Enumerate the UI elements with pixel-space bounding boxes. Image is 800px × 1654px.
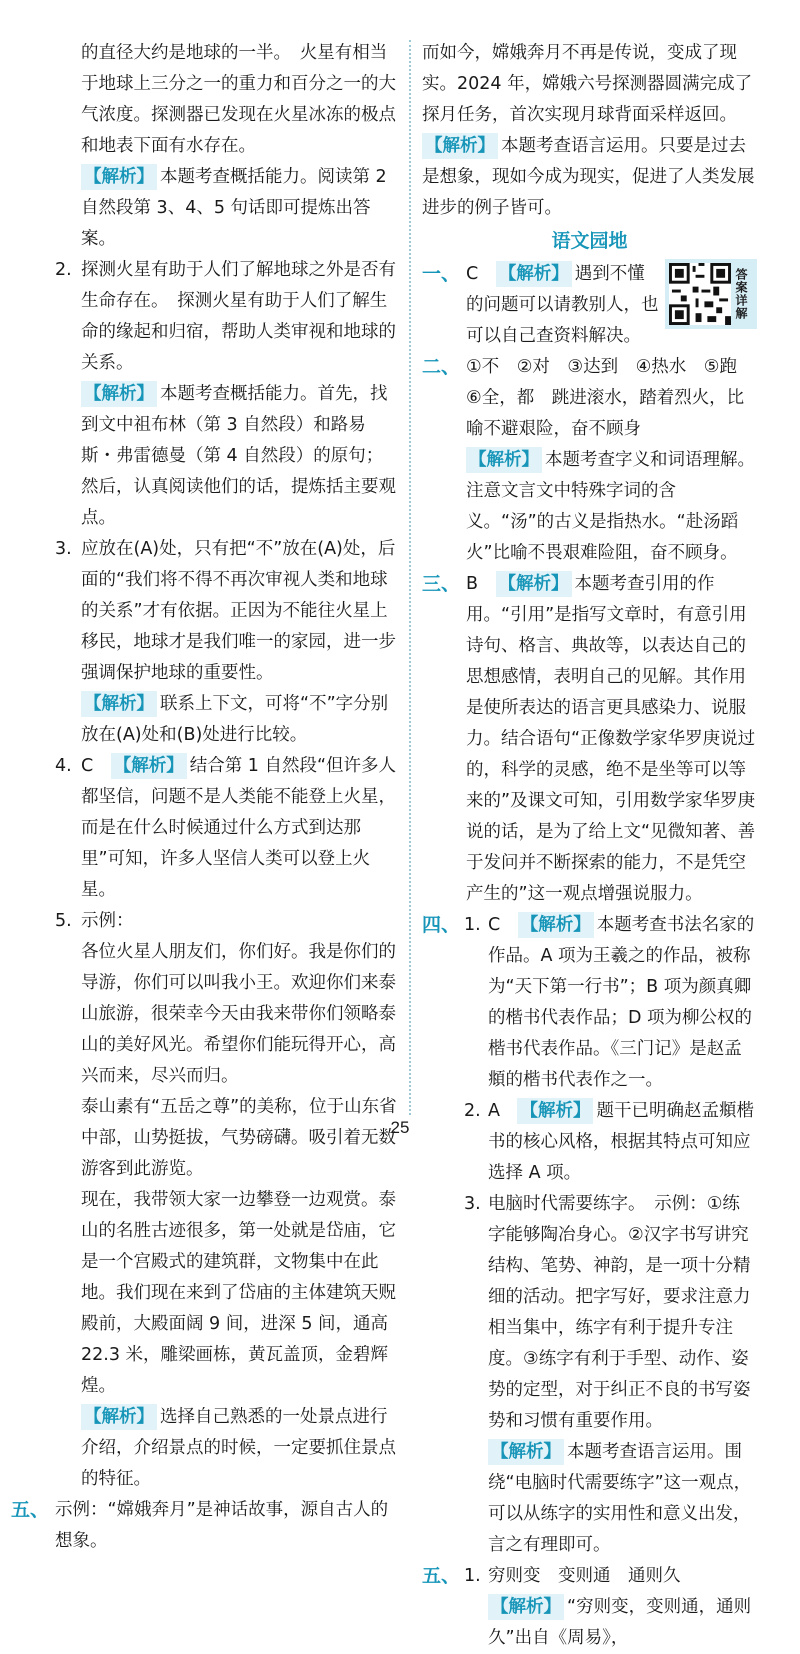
column-divider xyxy=(409,40,411,1115)
answer-choice: C xyxy=(81,756,94,776)
analysis-tag: 【解析】 xyxy=(496,261,572,287)
question-2 xyxy=(55,255,400,534)
right-column xyxy=(422,38,757,1654)
section-title: 语文园地 xyxy=(551,230,628,252)
section-number: 二、 xyxy=(422,356,461,378)
question-5-1 xyxy=(464,1561,757,1654)
section-number: 五、 xyxy=(11,1499,50,1521)
analysis-tag: 【解析】 xyxy=(81,1404,157,1430)
section-number: 五、 xyxy=(422,1565,461,1587)
analysis-text: 结合第 1 自然段“但许多人都坚信，问题不是人类能不能登上火星，而是在什么时候通过什么方式到达那里”可知，许多人坚信人类可以登上火星。 xyxy=(81,756,397,900)
example-paragraph-1: 各位火星人朋友们，你们好。我是你们的导游，你们可以叫我小王。欢迎你们来泰山旅游，很荣幸今天由我来带你们领略泰山的美好风光。希望你们能玩得开心，高兴而来，尽兴而归。 xyxy=(81,942,396,1086)
section-number: 一、 xyxy=(422,263,461,285)
analysis-tag: 【解析】 xyxy=(517,1098,593,1124)
analysis-tag: 【解析】 xyxy=(466,447,542,473)
question-number: 1. xyxy=(464,915,481,935)
question-number: 4. xyxy=(55,756,72,776)
analysis-tag: 【解析】 xyxy=(111,753,187,779)
question-4 xyxy=(55,751,400,906)
answer-text: 应放在(A)处，只有把“不”放在(A)处，后面的“我们将不得不再次审视人类和地球的关系”才有依据。正因为不能往火星上移民，地球才是我们唯一的家园，进一步强调保护地球的重要性。 xyxy=(81,539,396,683)
analysis-text: 本题考查概括能力。首先，找到文中祖布林（第 3 自然段）和路易斯・弗雷德曼（第 4 自然段）的原句；然后，认真阅读他们的话，提炼括主要观点。 xyxy=(81,384,396,528)
question-3 xyxy=(55,534,400,751)
answer-choice: A xyxy=(488,1101,500,1121)
question-4-3 xyxy=(464,1189,757,1561)
answer-choice: C xyxy=(466,264,479,284)
analysis-tag: 【解析】 xyxy=(422,133,498,159)
analysis-tag: 【解析】 xyxy=(488,1594,564,1620)
analysis-text: 本题考查引用的作用。“引用”是指写文章时，有意引用诗句、格言、典故等，以表达自己的思想感情，表明自己的见解。其作用是使所表达的语言更具感染力、说服力。结合语句“正像数学家华罗庚说过的，科学的灵感，绝不是坐等可以等来的”及课文可知，引用数学家华罗庚说的话，是为了给上文“见微知著、善于发问并不断探索的能力，不是凭空产生的”这一观点增强说服力。 xyxy=(466,574,756,904)
analysis-text: 本题考查字义和词语理解。注意文言文中特殊字词的含义。“汤”的古义是指热水。“赴汤蹈火”比喻不畏艰难险阻，奋不顾身。 xyxy=(466,450,755,563)
analysis-text: “穷则变，变则通，通则久”出自《周易》， xyxy=(488,1597,752,1648)
analysis-text: 本题考查语言运用。只要是过去是想象，现如今成为现实，促进了人类发展进步的例子皆可。 xyxy=(422,136,755,218)
example-paragraph-2: 泰山素有“五岳之尊”的美称，位于山东省中部，山势挺拔，气势磅礴。吸引着无数游客到此游览。 xyxy=(81,1097,397,1179)
example-intro: 示例： xyxy=(81,911,134,931)
example-paragraph-3: 现在，我带领大家一边攀登一边观赏。泰山的名胜古迹很多，第一处就是岱庙，它是一个宫殿式的建筑群，文物集中在此地。我们现在来到了岱庙的主体建筑天贶殿前，大殿面阔 9 间，进深 5 间，通高 22.3 米，雕梁画栋，黄瓦盖顶，金碧辉煌。 xyxy=(81,1190,396,1396)
analysis-text: 遇到不懂的问题可以请教别人，也可以自己查资料解决。 xyxy=(466,264,659,346)
qr-code-label: 答案详解 xyxy=(734,268,748,320)
section-text: 示例：“嫦娥奔月”是神话故事，源自古人的想象。 xyxy=(55,1500,389,1551)
analysis-text: 联系上下文，可将“不”字分别放在(A)处和(B)处进行比较。 xyxy=(81,694,389,745)
analysis-text: 本题考查概括能力。阅读第 2 自然段第 3、4、5 句话即可提炼出答案。 xyxy=(81,167,387,249)
section-number: 三、 xyxy=(422,573,461,595)
analysis-text: 题干已明确赵孟頫楷书的核心风格，根据其特点可知应选择 A 项。 xyxy=(488,1101,754,1183)
section-1 xyxy=(422,259,757,352)
question-4-2 xyxy=(464,1096,757,1189)
answer-text: 而如今，嫦娥奔月不再是传说，变成了现实。2024 年，嫦娥六号探测器圆满完成了探月任务，首次实现月球背面采样返回。 xyxy=(422,43,753,125)
question-number: 5. xyxy=(55,911,72,931)
section-5-right xyxy=(422,1561,757,1654)
analysis-text: 选择自己熟悉的一处景点进行介绍，介绍景点的时候，一定要抓住景点的特征。 xyxy=(81,1407,396,1489)
answer-text: 探测火星有助于人们了解地球之外是否有生命存在。 探测火星有助于人们了解生命的缘起和归宿，帮助人类审视和地球的关系。 xyxy=(81,260,396,373)
qr-code-icon[interactable] xyxy=(669,263,731,325)
question-5 xyxy=(55,906,400,1495)
section-number: 四、 xyxy=(422,914,461,936)
analysis-tag: 【解析】 xyxy=(488,1439,564,1465)
answer-text: 的直径大约是地球的一半。 火星有相当于地球上三分之一的重力和百分之一的大气浓度。探测器已发现在火星冰冻的极点和地表下面有水存在。 xyxy=(81,43,396,156)
question-number: 3. xyxy=(55,539,72,559)
qr-code-box[interactable] xyxy=(665,259,757,329)
section-4 xyxy=(422,910,757,1561)
analysis-text: 本题考查书法名家的作品。A 项为王羲之的作品，被称为“天下第一行书”；B 项为颜真卿的楷书代表作品；D 项为柳公权的楷书代表作品。《三门记》是赵孟頫的楷书代表作之一。 xyxy=(488,915,755,1090)
answer-text: 电脑时代需要练字。 示例：①练字能够陶冶身心。②汉字书写讲究结构、笔势、神韵，是一项十分精细的活动。把字写好，要求注意力相当集中，练字有利于提升专注度。③练字有利于手型、动作、姿势的定型，对于纠正不良的书写姿势和习惯有重要作用。 xyxy=(488,1194,751,1431)
analysis-tag: 【解析】 xyxy=(81,691,157,717)
section-2 xyxy=(422,352,757,569)
analysis-tag: 【解析】 xyxy=(81,381,157,407)
answer-text: 穷则变 变则通 通则久 xyxy=(488,1566,681,1586)
question-number: 2. xyxy=(55,260,72,280)
question-number: 1. xyxy=(464,1566,481,1586)
analysis-tag: 【解析】 xyxy=(518,912,594,938)
question-number: 3. xyxy=(464,1194,481,1214)
answer-text: ①不 ②对 ③达到 ④热水 ⑤跑 ⑥全，都 跳进滚水，踏着烈火，比喻不避艰险，奋不顾身 xyxy=(466,357,755,439)
question-4-1 xyxy=(464,910,757,1096)
section-3 xyxy=(422,569,757,910)
answer-choice: C xyxy=(488,915,501,935)
left-column xyxy=(11,38,400,1557)
analysis-text: 本题考查语言运用。围绕“电脑时代需要练字”这一观点，可以从练字的实用性和意义出发，言之有理即可。 xyxy=(488,1442,752,1555)
answer-choice: B xyxy=(466,574,479,594)
analysis-tag: 【解析】 xyxy=(81,164,157,190)
section-5 xyxy=(11,1495,400,1557)
page-number: 25 xyxy=(390,1118,410,1137)
analysis-tag: 【解析】 xyxy=(496,571,572,597)
question-number: 2. xyxy=(464,1101,481,1121)
